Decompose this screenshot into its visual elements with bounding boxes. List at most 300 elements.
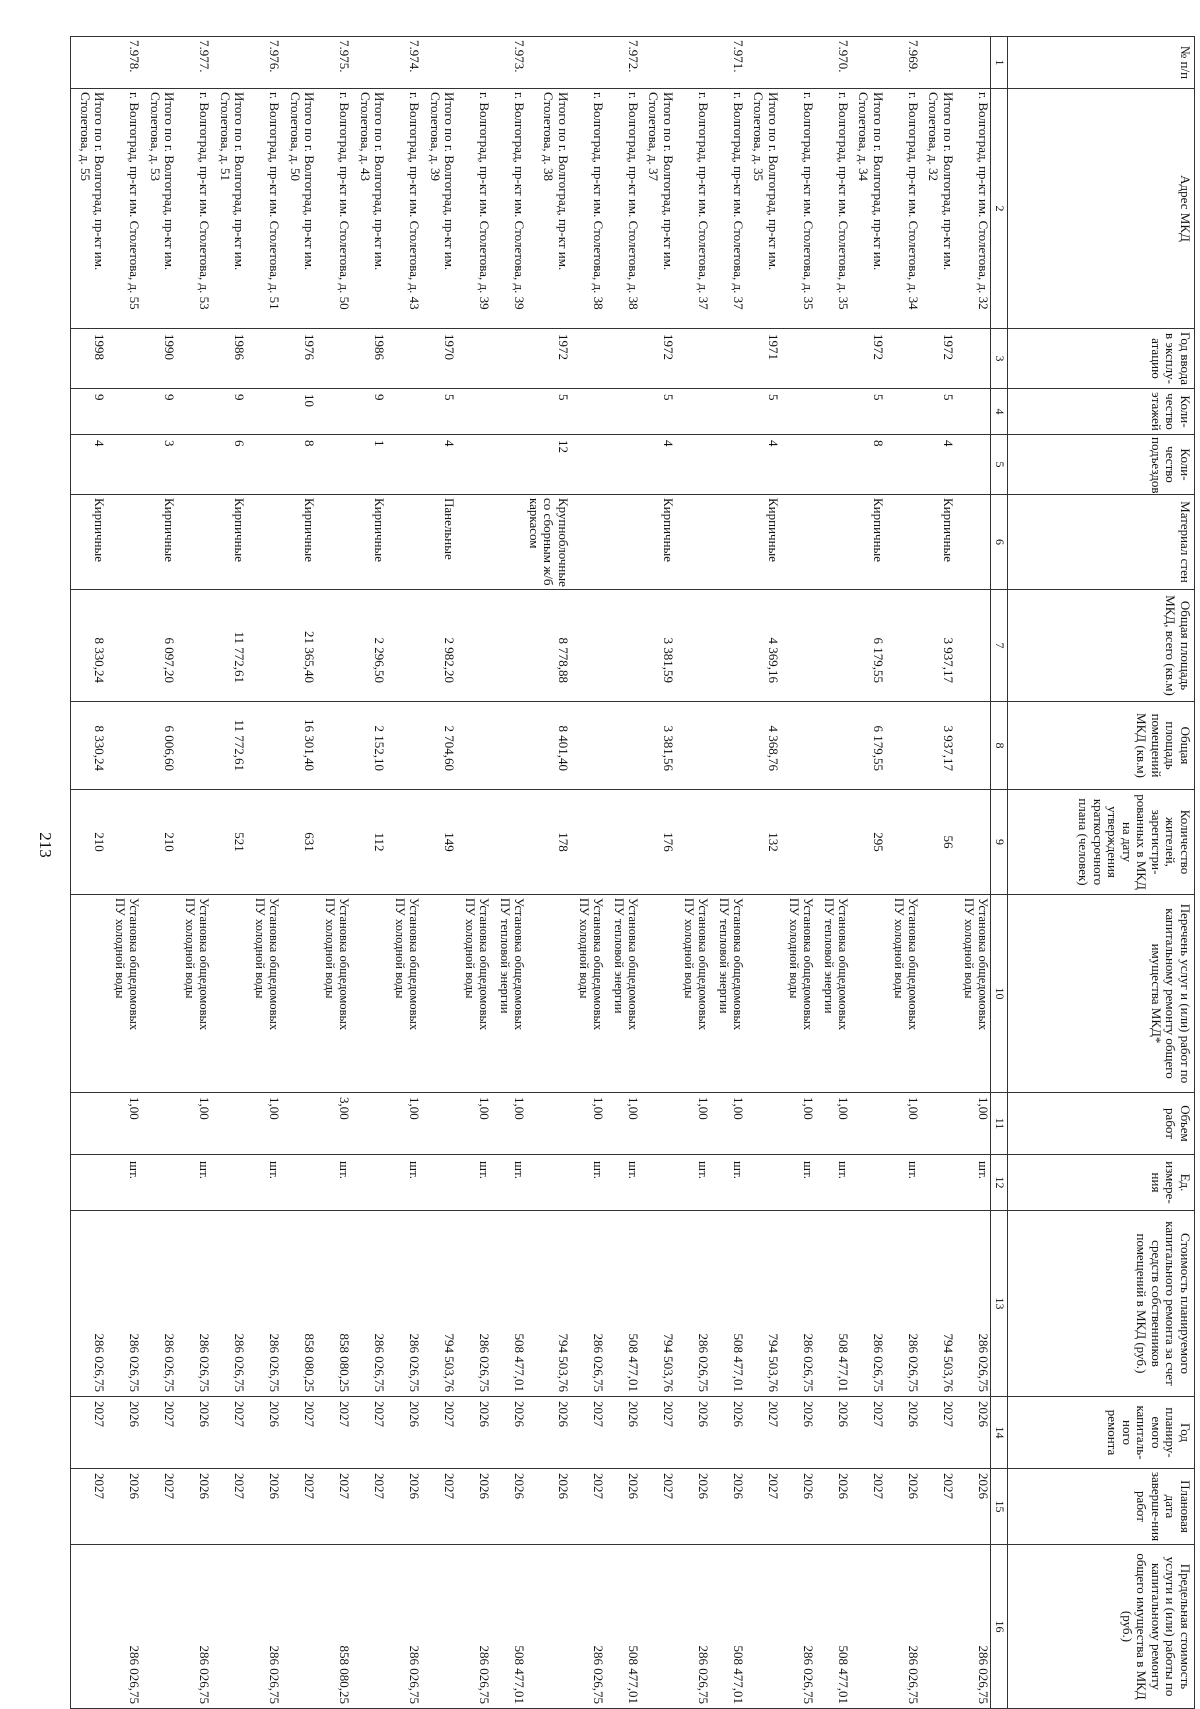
- work-cell: [570, 895, 605, 1093]
- material-cell: Кирпичные: [745, 495, 780, 590]
- table-row: [885, 37, 920, 1709]
- plan-year-cell: 2027: [351, 1397, 386, 1469]
- plan-year-cell: 2026: [780, 1397, 815, 1469]
- residents-cell: [570, 790, 605, 895]
- entrances-cell: [710, 435, 745, 495]
- work-line: ПУ тепловой энергии: [498, 898, 513, 1014]
- table-row: [386, 37, 421, 1709]
- area-total-cell: 6 179,55: [850, 590, 885, 702]
- cost-cell: 286 026,75: [351, 1211, 386, 1397]
- work-cell: [955, 895, 991, 1093]
- material-cell: Кирпичные: [71, 495, 107, 590]
- row-number: [920, 37, 955, 89]
- cost-cell: 286 026,75: [675, 1211, 710, 1397]
- area-total-cell: [675, 590, 710, 702]
- address-cell: Итого по г. Волгоград, пр-кт им. Столетова, д. 37: [640, 89, 675, 329]
- year-cell: 1972: [526, 329, 570, 389]
- cost-cell: 286 026,75: [570, 1211, 605, 1397]
- cost-cell: 794 503,76: [526, 1211, 570, 1397]
- address-cell: Итого по г. Волгоград, пр-кт им. Столетова, д. 38: [526, 89, 570, 329]
- entrances-cell: 4: [640, 435, 675, 495]
- plan-year-cell: 2026: [675, 1397, 710, 1469]
- table-row: [456, 37, 491, 1709]
- entrances-cell: [246, 435, 281, 495]
- entrances-cell: [386, 435, 421, 495]
- floors-cell: [176, 389, 211, 435]
- cost-cell: 286 026,75: [211, 1211, 246, 1397]
- year-cell: [106, 329, 141, 389]
- end-date-cell: 2027: [421, 1469, 456, 1545]
- cost-cell: 508 477,01: [491, 1211, 526, 1397]
- material-cell: [605, 495, 640, 590]
- end-date-cell: 2026: [386, 1469, 421, 1545]
- work-line: Установка общедомовых: [591, 898, 605, 1031]
- material-cell: [456, 495, 491, 590]
- entrances-cell: [491, 435, 526, 495]
- plan-year-cell: 2026: [815, 1397, 850, 1469]
- row-number: 7.971.: [710, 37, 745, 89]
- year-cell: [710, 329, 745, 389]
- year-cell: 1986: [211, 329, 246, 389]
- plan-year-cell: 2027: [421, 1397, 456, 1469]
- entrances-cell: 3: [141, 435, 176, 495]
- entrances-cell: [955, 435, 991, 495]
- entrances-cell: 12: [526, 435, 570, 495]
- unit-cell: [281, 1155, 316, 1211]
- area-total-cell: [491, 590, 526, 702]
- unit-cell: [745, 1155, 780, 1211]
- row-number: [526, 37, 570, 89]
- column-header: Год ввода в эксплу-атацию: [1008, 329, 1195, 389]
- work-cell: [491, 895, 526, 1093]
- residents-cell: [246, 790, 281, 895]
- volume-cell: 1,00: [570, 1093, 605, 1155]
- address-cell: г. Волгоград, пр-кт им. Столетова, д. 51: [246, 89, 281, 329]
- material-cell: [570, 495, 605, 590]
- plan-year-cell: 2027: [281, 1397, 316, 1469]
- column-header: Предельная стоимость услуги и (или) работы по капитальному ремонту общего имущества в МКД (руб.): [1008, 1545, 1195, 1709]
- volume-cell: 1,00: [710, 1093, 745, 1155]
- area-total-cell: [815, 590, 850, 702]
- address-cell: г. Волгоград, пр-кт им. Столетова, д. 50: [316, 89, 351, 329]
- entrances-cell: [815, 435, 850, 495]
- table-row: [351, 37, 386, 1709]
- address-cell: Итого по г. Волгоград, пр-кт им. Столетова, д. 53: [141, 89, 176, 329]
- unit-cell: [920, 1155, 955, 1211]
- work-line: Установка общедомовых: [197, 898, 212, 1031]
- year-cell: [246, 329, 281, 389]
- limit-cost-cell: [920, 1545, 955, 1709]
- work-line: ПУ тепловой энергии: [717, 898, 731, 1014]
- cost-cell: 286 026,75: [885, 1211, 920, 1397]
- table-row: [745, 37, 780, 1709]
- material-cell: Кирпичные: [211, 495, 246, 590]
- work-cell: [526, 895, 570, 1093]
- cost-cell: 508 477,01: [710, 1211, 745, 1397]
- end-date-cell: 2026: [780, 1469, 815, 1545]
- work-cell: [386, 895, 421, 1093]
- residents-cell: 521: [211, 790, 246, 895]
- residents-cell: 112: [351, 790, 386, 895]
- work-line: ПУ тепловой энергии: [822, 898, 836, 1014]
- capital-repair-table: [70, 36, 1195, 1709]
- area-premises-cell: [885, 702, 920, 790]
- limit-cost-cell: 858 080,25: [316, 1545, 351, 1709]
- plan-year-cell: 2026: [710, 1397, 745, 1469]
- material-cell: Кирпичные: [920, 495, 955, 590]
- residents-cell: 210: [71, 790, 107, 895]
- cost-cell: 858 080,25: [281, 1211, 316, 1397]
- material-cell: [386, 495, 421, 590]
- table-body: [71, 37, 991, 1709]
- header-row: [1008, 37, 1195, 1709]
- floors-cell: 5: [920, 389, 955, 435]
- area-premises-cell: [780, 702, 815, 790]
- address-cell: г. Волгоград, пр-кт им. Столетова, д. 35: [815, 89, 850, 329]
- floors-cell: [456, 389, 491, 435]
- area-premises-cell: [316, 702, 351, 790]
- table-row: [640, 37, 675, 1709]
- area-premises-cell: 11 772,61: [211, 702, 246, 790]
- row-number: 7.969.: [885, 37, 920, 89]
- column-number: 11: [991, 1093, 1008, 1155]
- table-row: [605, 37, 640, 1709]
- floors-cell: 5: [745, 389, 780, 435]
- column-header: Стоимость планируемого капитального ремонта за счет средств собственников помещений в МКД (руб.): [1008, 1211, 1195, 1397]
- end-date-cell: 2027: [745, 1469, 780, 1545]
- area-premises-cell: [491, 702, 526, 790]
- work-line: ПУ холодной воды: [892, 898, 906, 999]
- area-premises-cell: 8 330,24: [71, 702, 107, 790]
- cost-cell: 286 026,75: [955, 1211, 991, 1397]
- work-line: Установка общедомовых: [906, 898, 920, 1031]
- column-header: Объем работ: [1008, 1093, 1195, 1155]
- volume-cell: 1,00: [106, 1093, 141, 1155]
- cost-cell: 286 026,75: [780, 1211, 815, 1397]
- year-cell: 1971: [745, 329, 780, 389]
- row-number: 7.970.: [815, 37, 850, 89]
- column-number: 10: [991, 895, 1008, 1093]
- work-line: Установка общедомовых: [731, 898, 745, 1031]
- unit-cell: [211, 1155, 246, 1211]
- material-cell: [710, 495, 745, 590]
- volume-cell: [281, 1093, 316, 1155]
- material-cell: Кирпичные: [281, 495, 316, 590]
- area-total-cell: 6 097,20: [141, 590, 176, 702]
- limit-cost-cell: [351, 1545, 386, 1709]
- work-line: ПУ холодной воды: [787, 898, 801, 999]
- plan-year-cell: 2027: [141, 1397, 176, 1469]
- work-cell: [885, 895, 920, 1093]
- volume-cell: [920, 1093, 955, 1155]
- year-cell: 1972: [920, 329, 955, 389]
- unit-cell: шт.: [605, 1155, 640, 1211]
- work-cell: [176, 895, 211, 1093]
- entrances-cell: 1: [351, 435, 386, 495]
- column-number-row: [991, 37, 1008, 1709]
- work-cell: [675, 895, 710, 1093]
- work-cell: [421, 895, 456, 1093]
- year-cell: [456, 329, 491, 389]
- residents-cell: [386, 790, 421, 895]
- area-total-cell: [885, 590, 920, 702]
- plan-year-cell: 2026: [246, 1397, 281, 1469]
- floors-cell: [780, 389, 815, 435]
- volume-cell: 1,00: [491, 1093, 526, 1155]
- plan-year-cell: 2026: [106, 1397, 141, 1469]
- column-number: 15: [991, 1469, 1008, 1545]
- volume-cell: [526, 1093, 570, 1155]
- column-number: 9: [991, 790, 1008, 895]
- column-number: 7: [991, 590, 1008, 702]
- work-line: Установка общедомовых: [801, 898, 815, 1031]
- row-number: 7.978.: [106, 37, 141, 89]
- volume-cell: [640, 1093, 675, 1155]
- end-date-cell: 2027: [316, 1469, 351, 1545]
- limit-cost-cell: [281, 1545, 316, 1709]
- year-cell: [885, 329, 920, 389]
- end-date-cell: 2026: [955, 1469, 991, 1545]
- year-cell: 1976: [281, 329, 316, 389]
- unit-cell: [640, 1155, 675, 1211]
- work-cell: [351, 895, 386, 1093]
- work-cell: [106, 895, 141, 1093]
- entrances-cell: 6: [211, 435, 246, 495]
- material-cell: Кирпичные: [640, 495, 675, 590]
- volume-cell: [850, 1093, 885, 1155]
- material-cell: Кирпичные: [141, 495, 176, 590]
- volume-cell: [351, 1093, 386, 1155]
- row-number: [850, 37, 885, 89]
- area-premises-cell: [710, 702, 745, 790]
- volume-cell: [421, 1093, 456, 1155]
- work-line: Установка общедомовых: [267, 898, 282, 1031]
- material-cell: [955, 495, 991, 590]
- unit-cell: [421, 1155, 456, 1211]
- area-total-cell: [605, 590, 640, 702]
- area-premises-cell: 8 401,40: [526, 702, 570, 790]
- row-number: 7.973.: [491, 37, 526, 89]
- entrances-cell: [605, 435, 640, 495]
- unit-cell: [141, 1155, 176, 1211]
- address-cell: г. Волгоград, пр-кт им. Столетова, д. 37: [710, 89, 745, 329]
- end-date-cell: 2027: [570, 1469, 605, 1545]
- column-number: 12: [991, 1155, 1008, 1211]
- material-cell: [885, 495, 920, 590]
- work-line: ПУ холодной воды: [113, 898, 128, 999]
- end-date-cell: 2026: [176, 1469, 211, 1545]
- residents-cell: [885, 790, 920, 895]
- limit-cost-cell: [71, 1545, 107, 1709]
- column-number: 3: [991, 329, 1008, 389]
- residents-cell: [316, 790, 351, 895]
- residents-cell: 56: [920, 790, 955, 895]
- end-date-cell: 2026: [710, 1469, 745, 1545]
- plan-year-cell: 2026: [605, 1397, 640, 1469]
- plan-year-cell: 2026: [386, 1397, 421, 1469]
- limit-cost-cell: 286 026,75: [176, 1545, 211, 1709]
- limit-cost-cell: 286 026,75: [386, 1545, 421, 1709]
- cost-cell: 794 503,76: [640, 1211, 675, 1397]
- table-row: [316, 37, 351, 1709]
- material-cell: [106, 495, 141, 590]
- address-cell: Итого по г. Волгоград, пр-кт им. Столетова, д. 50: [281, 89, 316, 329]
- end-date-cell: 2026: [246, 1469, 281, 1545]
- work-line: Установка общедомовых: [477, 898, 492, 1031]
- column-header: Общая площадь помещений МКД (кв.м): [1008, 702, 1195, 790]
- column-header: Год планиру-емого капиталь-ного ремонта: [1008, 1397, 1195, 1469]
- volume-cell: 1,00: [605, 1093, 640, 1155]
- area-total-cell: [456, 590, 491, 702]
- floors-cell: [885, 389, 920, 435]
- table-row: [421, 37, 456, 1709]
- year-cell: [386, 329, 421, 389]
- floors-cell: 5: [421, 389, 456, 435]
- material-cell: [316, 495, 351, 590]
- address-cell: г. Волгоград, пр-кт им. Столетова, д. 53: [176, 89, 211, 329]
- volume-cell: 1,00: [780, 1093, 815, 1155]
- volume-cell: 1,00: [246, 1093, 281, 1155]
- work-line: Установка общедомовых: [512, 898, 527, 1031]
- area-premises-cell: [955, 702, 991, 790]
- plan-year-cell: 2027: [71, 1397, 107, 1469]
- column-number: 13: [991, 1211, 1008, 1397]
- area-total-cell: 2 296,50: [351, 590, 386, 702]
- address-cell: г. Волгоград, пр-кт им. Столетова, д. 32: [955, 89, 991, 329]
- plan-year-cell: 2026: [526, 1397, 570, 1469]
- address-cell: Итого по г. Волгоград, пр-кт им. Столетова, д. 43: [351, 89, 386, 329]
- column-header: Плановая дата заверше-ния работ: [1008, 1469, 1195, 1545]
- cost-cell: 286 026,75: [456, 1211, 491, 1397]
- year-cell: [316, 329, 351, 389]
- residents-cell: [491, 790, 526, 895]
- unit-cell: шт.: [176, 1155, 211, 1211]
- unit-cell: шт.: [106, 1155, 141, 1211]
- unit-cell: шт.: [675, 1155, 710, 1211]
- column-header: Перечень услуг и (или) работ по капитальному ремонту общего имущества МКД*: [1008, 895, 1195, 1093]
- column-number: 5: [991, 435, 1008, 495]
- unit-cell: [850, 1155, 885, 1211]
- unit-cell: шт.: [456, 1155, 491, 1211]
- area-premises-cell: [815, 702, 850, 790]
- row-number: [421, 37, 456, 89]
- limit-cost-cell: 286 026,75: [780, 1545, 815, 1709]
- plan-year-cell: 2027: [850, 1397, 885, 1469]
- address-cell: г. Волгоград, пр-кт им. Столетова, д. 38: [570, 89, 605, 329]
- plan-year-cell: 2026: [456, 1397, 491, 1469]
- limit-cost-cell: 286 026,75: [570, 1545, 605, 1709]
- limit-cost-cell: [211, 1545, 246, 1709]
- end-date-cell: 2026: [456, 1469, 491, 1545]
- area-premises-cell: [675, 702, 710, 790]
- volume-cell: 1,00: [176, 1093, 211, 1155]
- rotated-page: [50, 36, 1195, 1708]
- year-cell: 1972: [850, 329, 885, 389]
- residents-cell: [675, 790, 710, 895]
- work-cell: [780, 895, 815, 1093]
- row-number: [675, 37, 710, 89]
- area-total-cell: [176, 590, 211, 702]
- end-date-cell: 2027: [351, 1469, 386, 1545]
- area-total-cell: 8 330,24: [71, 590, 107, 702]
- entrances-cell: 4: [71, 435, 107, 495]
- floors-cell: 9: [351, 389, 386, 435]
- residents-cell: 149: [421, 790, 456, 895]
- column-number: 8: [991, 702, 1008, 790]
- table-row: [675, 37, 710, 1709]
- unit-cell: [526, 1155, 570, 1211]
- row-number: [570, 37, 605, 89]
- floors-cell: 9: [141, 389, 176, 435]
- plan-year-cell: 2027: [920, 1397, 955, 1469]
- column-number: 6: [991, 495, 1008, 590]
- unit-cell: шт.: [885, 1155, 920, 1211]
- unit-cell: шт.: [491, 1155, 526, 1211]
- unit-cell: [71, 1155, 107, 1211]
- table-row: [920, 37, 955, 1709]
- cost-cell: 858 080,25: [316, 1211, 351, 1397]
- unit-cell: шт.: [386, 1155, 421, 1211]
- row-number: [141, 37, 176, 89]
- cost-cell: 286 026,75: [141, 1211, 176, 1397]
- end-date-cell: 2026: [526, 1469, 570, 1545]
- address-cell: Итого по г. Волгоград, пр-кт им. Столетова, д. 51: [211, 89, 246, 329]
- residents-cell: [176, 790, 211, 895]
- address-cell: г. Волгоград, пр-кт им. Столетова, д. 39: [456, 89, 491, 329]
- floors-cell: [316, 389, 351, 435]
- floors-cell: [815, 389, 850, 435]
- volume-cell: 3,00: [316, 1093, 351, 1155]
- area-total-cell: [246, 590, 281, 702]
- column-header: Материал стен: [1008, 495, 1195, 590]
- floors-cell: [386, 389, 421, 435]
- row-number: [955, 37, 991, 89]
- year-cell: 1972: [640, 329, 675, 389]
- residents-cell: [815, 790, 850, 895]
- material-cell: [675, 495, 710, 590]
- work-line: Установка общедомовых: [626, 898, 640, 1031]
- end-date-cell: 2026: [491, 1469, 526, 1545]
- area-total-cell: 4 369,16: [745, 590, 780, 702]
- volume-cell: [71, 1093, 107, 1155]
- volume-cell: 1,00: [675, 1093, 710, 1155]
- row-number: [351, 37, 386, 89]
- address-cell: Итого по г. Волгоград, пр-кт им. Столетова, д. 55: [71, 89, 107, 329]
- end-date-cell: 2026: [106, 1469, 141, 1545]
- table-row: [570, 37, 605, 1709]
- area-total-cell: 3 381,59: [640, 590, 675, 702]
- plan-year-cell: 2027: [316, 1397, 351, 1469]
- cost-cell: 286 026,75: [106, 1211, 141, 1397]
- end-date-cell: 2027: [850, 1469, 885, 1545]
- address-cell: г. Волгоград, пр-кт им. Столетова, д. 35: [780, 89, 815, 329]
- volume-cell: 1,00: [456, 1093, 491, 1155]
- floors-cell: 9: [211, 389, 246, 435]
- year-cell: 1998: [71, 329, 107, 389]
- work-cell: [281, 895, 316, 1093]
- table-row: [246, 37, 281, 1709]
- floors-cell: 9: [71, 389, 107, 435]
- material-cell: [176, 495, 211, 590]
- residents-cell: 178: [526, 790, 570, 895]
- work-cell: [920, 895, 955, 1093]
- area-premises-cell: 6 006,60: [141, 702, 176, 790]
- cost-cell: 794 503,76: [745, 1211, 780, 1397]
- year-cell: [605, 329, 640, 389]
- work-line: Установка общедомовых: [407, 898, 422, 1031]
- end-date-cell: 2027: [211, 1469, 246, 1545]
- work-cell: [316, 895, 351, 1093]
